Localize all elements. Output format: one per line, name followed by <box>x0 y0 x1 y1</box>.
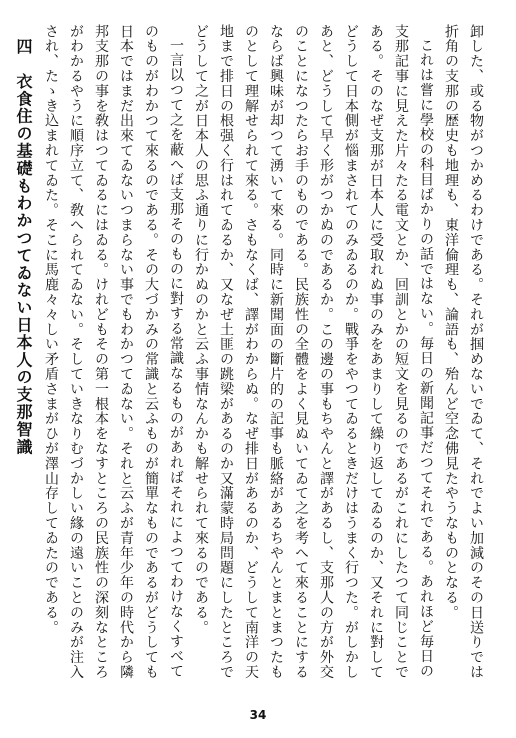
vertical-text-block <box>14 24 488 684</box>
page-number: 34 <box>249 708 267 722</box>
paragraph-1: 卸した、或る物がつかめるわけである。それが掴めないでゐて、それでよい加減のその日送りでは折角の支那の歴史も地理も、東洋倫理も、論語も、殆んど空念佛見たやうなものとなる。 <box>443 24 484 680</box>
paragraph-3: 一言以つて之を蔽へば支那そのものに對する常識なるものがあればそれによつてわけなくすべてのものがわかつて來るのである。その大づかみの常識と云ふものが簡單なものであるがどうしても日本ではまだ出來てゐないつまらない事でもわかつてゐない。それと云ふが青年少年の時代から隣邦支那の事を敎はつてゐるにはゐる。けれどもその第一根本をなすところの民族性の深刻なところがわかるやうに順序立て、敎へられてゐない。そしていきなりむづかしい緣の遠いことのみが注入され、たゝき込まれてゐた。そこに馬鹿々々しい矛盾さまがひが澤山存してゐたのである。 <box>43 24 184 680</box>
paragraph-2: これは嘗に學校の科目ばかりの話ではない。毎日の新聞記事だつてそれである。あれほど毎日の支那記事に見えた片々たる電文とか、回訓とかの短文を見るのであるがこれにしたつて同じことである。そのなぜ支那が日本人に受取れぬ事のみをあまりして繰り返してゐるのか、又それに對してどうして日本側が惱まされてのみゐるのか。戰爭をやつてゐるときだけはうまく行つた。がしかしあと、どうして早く形がつかぬのであるか。この邊の事もちやんと譯があるし、支那人の方が外交のことになつたらお手のものである。民族性の全體をよく見ぬいてゐて之を考へて來ることにするならば興味が却つて湧いて來る。同時に新聞面の斷片的の記事も脈絡があるちやんとまとまつたものとして理解せられて來る。さもなくば、譯がわからぬ。なぜ排日があるのか、どうして南洋の天地まで排日の根强く行はれてゐるか、又なぜ土匪の跳梁があるのか又滿蒙時局問題にしたところでどうして之が日本人の思ふ通りに行かぬのかと云ふ事情なんかも解せられて來るのである。 <box>193 24 434 680</box>
section-heading: 四 衣食住の基礎もわかつてゐない日本人の支那智識 <box>14 38 33 456</box>
